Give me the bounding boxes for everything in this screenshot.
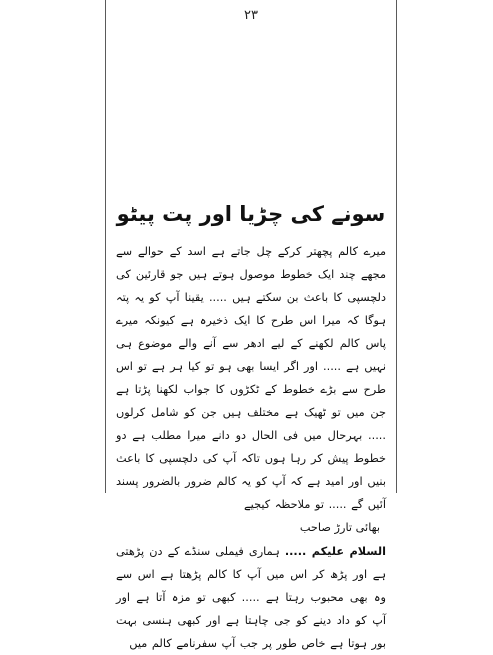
article-body bbox=[116, 200, 386, 650]
article-title: سونے کی چڑیا اور پت پیٹو bbox=[116, 202, 386, 226]
book-page bbox=[105, 0, 397, 650]
page-number: ۲۳ bbox=[244, 8, 258, 23]
letter-paragraph bbox=[116, 540, 386, 655]
letter-salutation: بھائی تارڑ صاحب bbox=[299, 521, 380, 534]
letter-paragraph-text: ہماری فیملی سنڈے کے دن پڑھتی ہے اور پڑھ کر اس میں آپ کا کالم پڑھتا ہے اس سے وہ بھی محبوب رہتا ہے ..... کبھی تو مزہ آتا ہے اور آپ کو داد دینے کو جی چاہتا ہے اور کبھی ہنسی بہت بور ہوتا ہے خاص طور پر جب آپ سفرنامے کالم میں bbox=[116, 545, 386, 650]
letter-greeting: السلام علیکم ..... bbox=[284, 545, 386, 558]
intro-paragraph: میرے کالم پچھتر کرکے چل جاتے ہے اسد کے حوالے سے مجھے چند ایک خطوط موصول ہوتے ہیں جو قارئین کی دلچسپی کا باعث بن سکتے ہیں ..... یقینا آپ کو یہ پتہ ہوگا کہ میرا اس طرح کا ایک ذخیرہ ہے کیونکہ میرے پاس کالم لکھنے کے لیے ادھر سے آنے والے موضوع ہی نہیں ہے ..... اور اگر ایسا بھی ہو تو کیا ہر ہے تو اس طرح سے بڑے خطوط کے ٹکڑوں کا جواب لکھنا پڑتا ہے جن میں تو ٹھیک ہے مختلف ہیں جن کو شامل کرلوں ..... بہرحال میں فی الحال دو دانے میرا مطلب ہے دو خطوط پیش کر رہا ہوں تاکہ آپ کی دلچسپی کا باعث بنیں اور امید ہے کہ آپ کو یہ کالم ضرور بالضرور پسند آئیں گے ..... تو ملاحظہ کیجیے bbox=[116, 245, 386, 511]
